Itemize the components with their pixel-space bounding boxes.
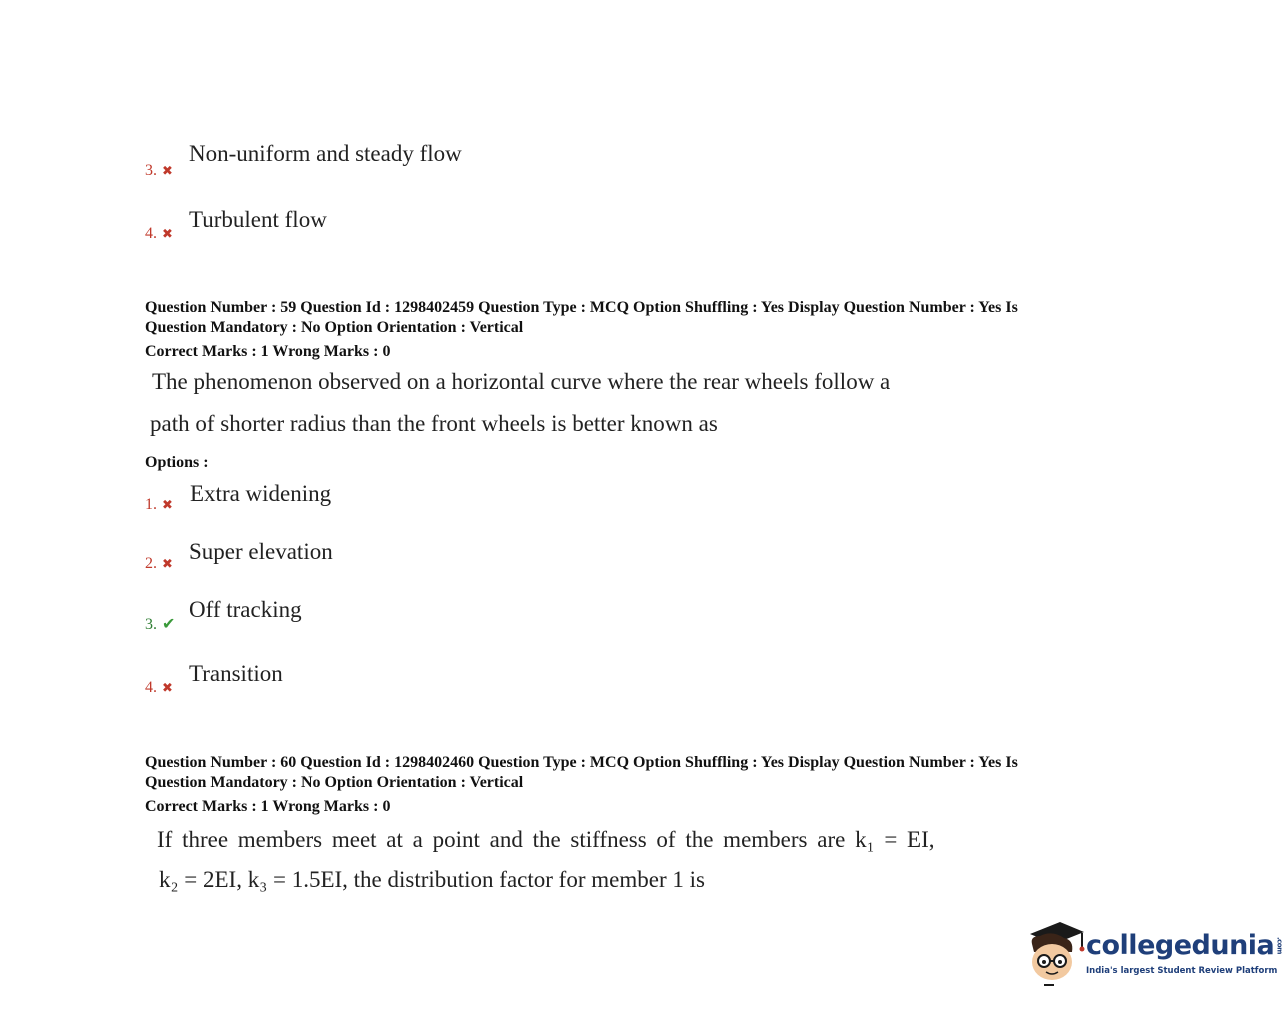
question-text-line: path of shorter radius than the front wheels is better known as	[150, 411, 718, 436]
option-number: 2. ✖	[145, 555, 173, 572]
option-text: Super elevation	[189, 539, 333, 564]
logo-tagline: India's largest Student Review Platform	[1086, 966, 1278, 976]
question-marks: Correct Marks : 1 Wrong Marks : 0	[145, 343, 391, 360]
option-number: 3. ✖	[145, 162, 173, 179]
option-text: Extra widening	[190, 481, 332, 506]
options-label: Options :	[145, 454, 209, 471]
check-icon: ✔	[162, 616, 176, 633]
option-number: 4. ✖	[145, 225, 173, 242]
cross-icon: ✖	[162, 226, 173, 241]
option-text: Off tracking	[189, 597, 302, 622]
cross-icon: ✖	[162, 163, 173, 178]
question-text-line: k₂ = 2EI, k₃ = 1.5EI, the distribution factor for member 1 is	[159, 867, 705, 892]
cross-icon: ✖	[162, 556, 173, 571]
collegedunia-logo	[1024, 918, 1284, 988]
option-text: Transition	[189, 661, 283, 686]
question-meta: Question Number : 60 Question Id : 1298402460 Question Type : MCQ Option Shuffling : Yes Display Question Number : Yes Is Question Mandatory : No Option Orientation : Vertical	[145, 754, 1018, 791]
question-text-line: The phenomenon observed on a horizontal curve where the rear wheels follow a	[152, 369, 891, 394]
logo-wordmark: collegedunia.com	[1086, 930, 1284, 961]
option-text: Turbulent flow	[189, 207, 327, 232]
option-number: 4. ✖	[145, 679, 173, 696]
cross-icon: ✖	[162, 497, 173, 512]
question-text-line: If three members meet at a point and the stiffness of the members are k₁ = EI,	[157, 827, 935, 852]
cross-icon: ✖	[162, 680, 173, 695]
question-meta: Question Number : 59 Question Id : 1298402459 Question Type : MCQ Option Shuffling : Yes Display Question Number : Yes Is Question Mandatory : No Option Orientation : Vertical	[145, 299, 1018, 336]
option-text: Non-uniform and steady flow	[189, 141, 462, 166]
mascot-icon	[1024, 918, 1086, 988]
question-marks: Correct Marks : 1 Wrong Marks : 0	[145, 798, 391, 815]
option-number: 3. ✔	[145, 616, 176, 633]
option-number: 1. ✖	[145, 496, 173, 513]
